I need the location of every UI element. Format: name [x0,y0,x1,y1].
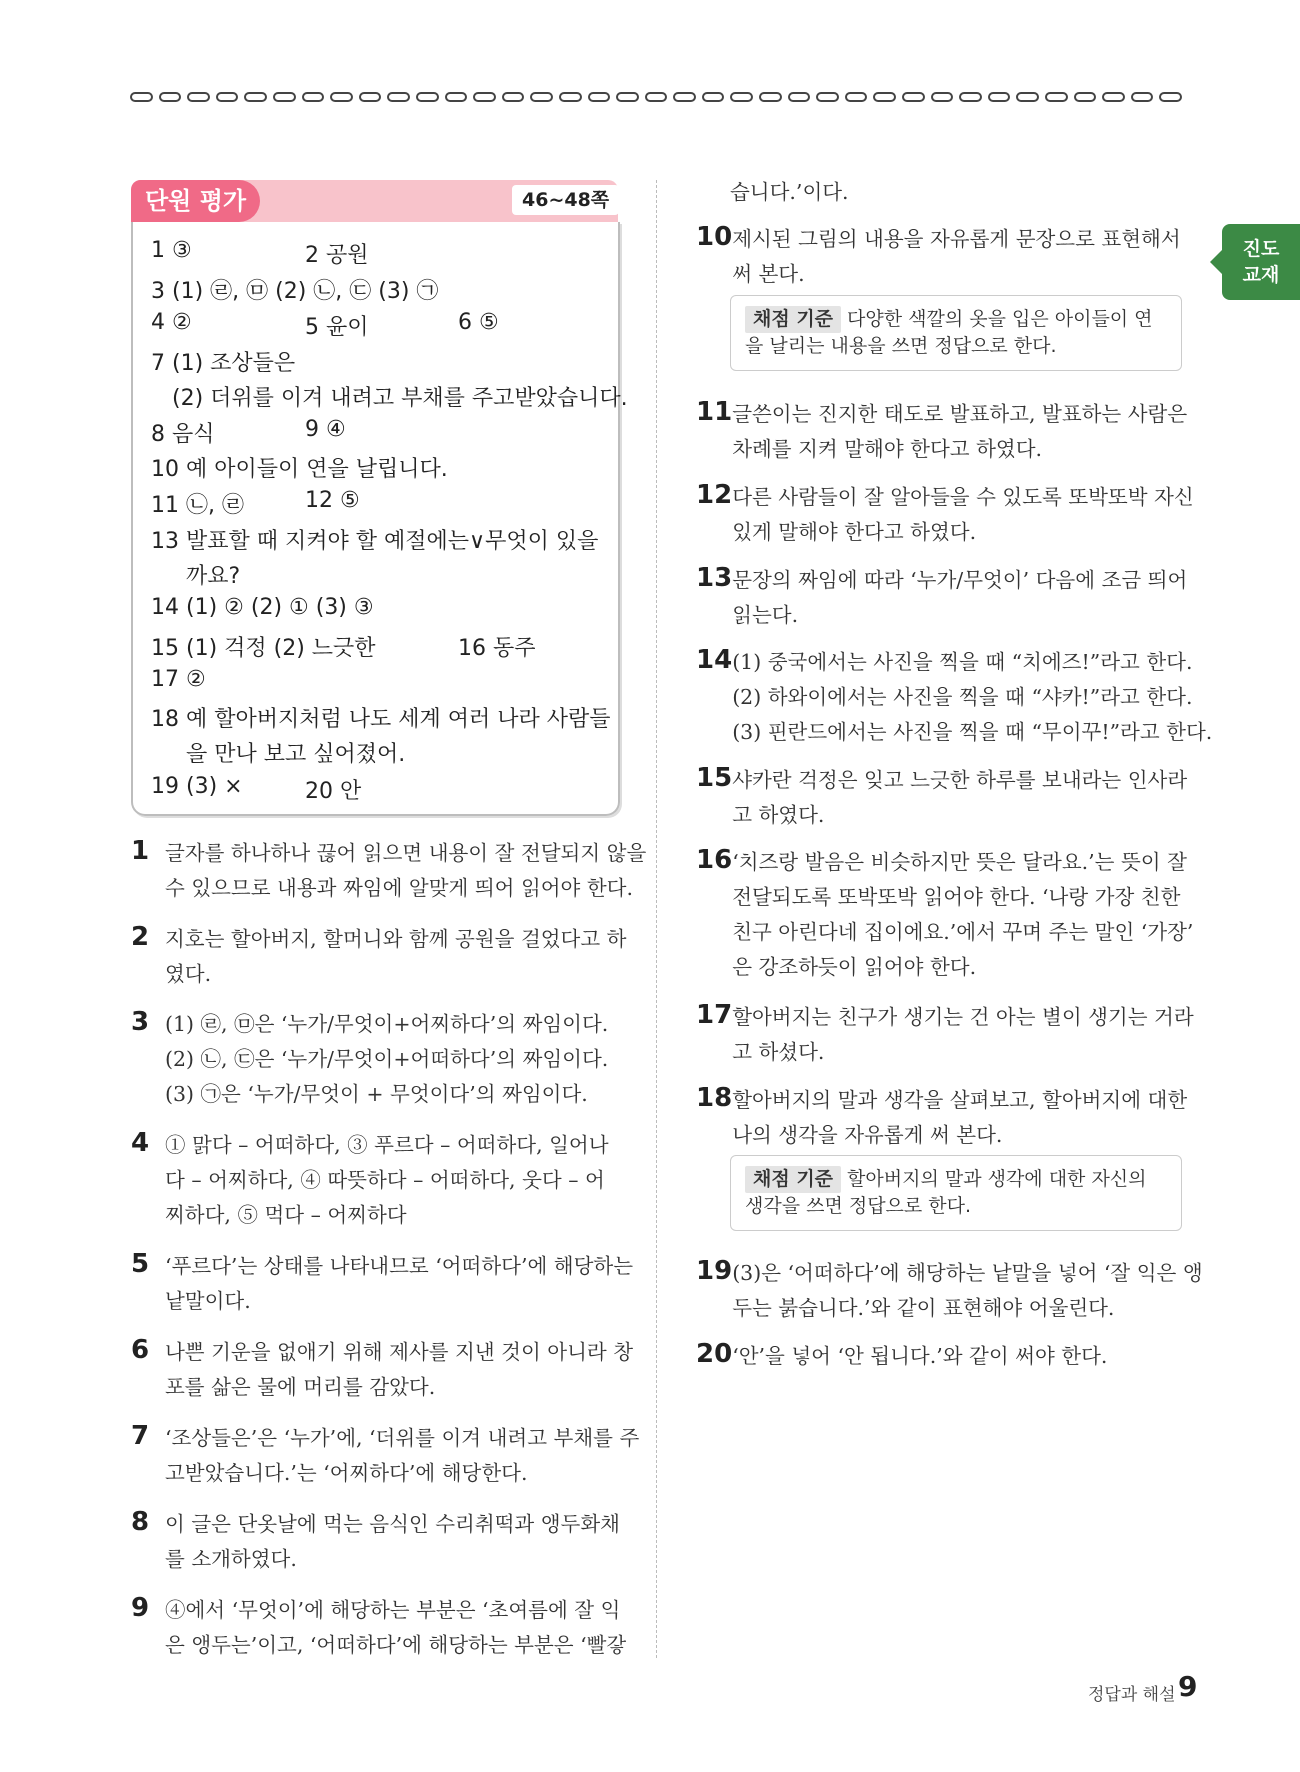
side-tab-line1: 진도 [1242,238,1280,260]
answer-3: 3 (1) ㉣, ㉤ (2) ㉡, ㉢ (3) ㉠ [151,279,439,304]
explanation-14: 14 (1) 중국에서는 사진을 찍을 때 “치에즈!”라고 한다. (2) 하와이에서는 사진을 찍을 때 “샤카!”라고 한다. (3) 핀란드에서는 사진을 찍을 때 “무이꾸!”라고 한다. [696,645,1213,744]
answer-11: 11 ㉡, ㉣ [151,493,244,518]
side-tab-line2: 교재 [1242,264,1280,286]
explanation-9: 9 ④에서 ‘무엇이’에 해당하는 부분은 ‘초여름에 잘 익 은 앵두는’이고, ‘어떠하다’에 해당하는 부분은 ‘빨갛 [131,1593,627,1657]
answer-14: 14 (1) ② (2) ① (3) ③ [151,595,374,620]
answer-16: 16 동주 [458,636,536,661]
footer-label: 정답과 해설 [1088,1685,1176,1705]
answer-6: 6 ⑤ [458,310,499,335]
answer-1: 1 ③ [151,238,192,263]
criteria-18 [730,1155,1182,1231]
answer-18-2: 을 만나 보고 싶어졌어. [186,742,406,767]
answer-20: 20 안 [305,779,362,804]
answer-2: 2 공원 [305,243,369,268]
page-number: 9 [1178,1670,1198,1703]
explanation-19: 19 (3)은 ‘어떠하다’에 해당하는 낱말을 넣어 ‘잘 익은 앵 두는 붉습니다.’와 같이 표현해야 어울린다. [696,1256,1203,1320]
explanation-13: 13 문장의 짜임에 따라 ‘누가/무엇이’ 다음에 조금 띄어 읽는다. [696,563,1188,627]
explanation-3: 3 (1) ㉣, ㉤은 ‘누가/무엇이+어찌하다’의 짜임이다. (2) ㉡, ㉢은 ‘누가/무엇이+어떠하다’의 짜임이다. (3) ㉠은 ‘누가/무엇이 + 무엇이다’의 짜임이다. [131,1007,609,1106]
answer-8: 8 음식 [151,422,215,447]
explanation-2: 2 지호는 할아버지, 할머니와 함께 공원을 걸었다고 하 였다. [131,922,627,986]
unit-pages: 46~48쪽 [512,185,619,215]
criteria-text: 할아버지의 말과 생각에 대한 자신의 생각을 쓰면 정답으로 한다. [745,1168,1147,1217]
explanation-17: 17 할아버지는 친구가 생기는 건 아는 별이 생기는 거라 고 하셨다. [696,1000,1194,1064]
criteria-10 [730,295,1182,371]
explanation-5: 5 ‘푸르다’는 상태를 나타내므로 ‘어떠하다’에 해당하는 낱말이다. [131,1249,633,1313]
explanation-18: 18 할아버지의 말과 생각을 살펴보고, 할아버지에 대한 나의 생각을 자유롭게 써 본다. [696,1083,1188,1147]
answer-4: 4 ② [151,310,192,335]
unit-title: 단원 평가 [131,180,260,222]
explanation-15: 15 샤카란 걱정은 잊고 느긋한 하루를 보내라는 인사라 고 하였다. [696,763,1188,827]
answer-7-2: (2) 더위를 이겨 내려고 부채를 주고받았습니다. [172,386,628,411]
answer-10: 10 예 아이들이 연을 날립니다. [151,457,448,482]
explanation-8: 8 이 글은 단옷날에 먹는 음식인 수리취떡과 앵두화채 를 소개하였다. [131,1507,620,1571]
answer-7: 7 (1) 조상들은 [151,351,296,376]
explanation-9-continued: 습니다.’이다. [730,180,849,204]
criteria-text: 다양한 색깔의 옷을 입은 아이들이 연을 날리는 내용을 쓰면 정답으로 한다. [745,308,1153,357]
criteria-tag: 채점 기준 [745,1166,841,1193]
explanation-10: 10 제시된 그림의 내용을 자유롭게 문장으로 표현해서 써 본다. [696,222,1181,286]
side-tab[interactable] [1222,224,1300,300]
explanation-1: 1 글자를 하나하나 끊어 읽으면 내용이 잘 전달되지 않을 수 있으므로 내용과 짜임에 알맞게 띄어 읽어야 한다. [131,836,647,900]
answer-13-2: 까요? [186,564,241,589]
explanation-12: 12 다른 사람들이 잘 알아들을 수 있도록 또박또박 자신 있게 말해야 한다고 하였다. [696,480,1194,544]
explanation-20: 20 ‘안’을 넣어 ‘안 됩니다.’와 같이 써야 한다. [696,1339,1108,1369]
answer-15: 15 (1) 걱정 (2) 느긋한 [151,636,376,661]
answer-12: 12 ⑤ [305,488,360,513]
explanation-7: 7 ‘조상들은’은 ‘누가’에, ‘더위를 이겨 내려고 부채를 주 고받았습니다.’는 ‘어찌하다’에 해당한다. [131,1421,640,1485]
top-dash-border [130,92,1182,104]
criteria-tag: 채점 기준 [745,306,841,333]
answer-13: 13 발표할 때 지켜야 할 예절에는∨무엇이 있을 [151,529,599,554]
answer-17: 17 ② [151,667,206,692]
explanation-11: 11 글쓴이는 진지한 태도로 발표하고, 발표하는 사람은 차례를 지켜 말해야 한다고 하였다. [696,397,1188,461]
explanation-6: 6 나쁜 기운을 없애기 위해 제사를 지낸 것이 아니라 창 포를 삶은 물에 머리를 감았다. [131,1335,633,1399]
answer-5: 5 윤이 [305,315,369,340]
answer-18: 18 예 할아버지처럼 나도 세계 여러 나라 사람들 [151,707,611,732]
explanation-16: 16 ‘치즈랑 발음은 비슷하지만 뜻은 달라요.’는 뜻이 잘 전달되도록 또박또박 읽어야 한다. ‘나랑 가장 친한 친구 아린다네 집이에요.’에서 꾸며 주는 말인 ‘가장’ 은 강조하듯이 읽어야 한다. [696,845,1194,979]
answer-19: 19 (3) × [151,774,243,799]
explanation-4: 4 ① 맑다 – 어떠하다, ③ 푸르다 – 어떠하다, 일어나 다 – 어찌하다, ④ 따뜻하다 – 어떠하다, 웃다 – 어 찌하다, ⑤ 먹다 – 어찌하다 [131,1128,609,1227]
answer-9: 9 ④ [305,417,346,442]
column-divider [656,180,657,1658]
